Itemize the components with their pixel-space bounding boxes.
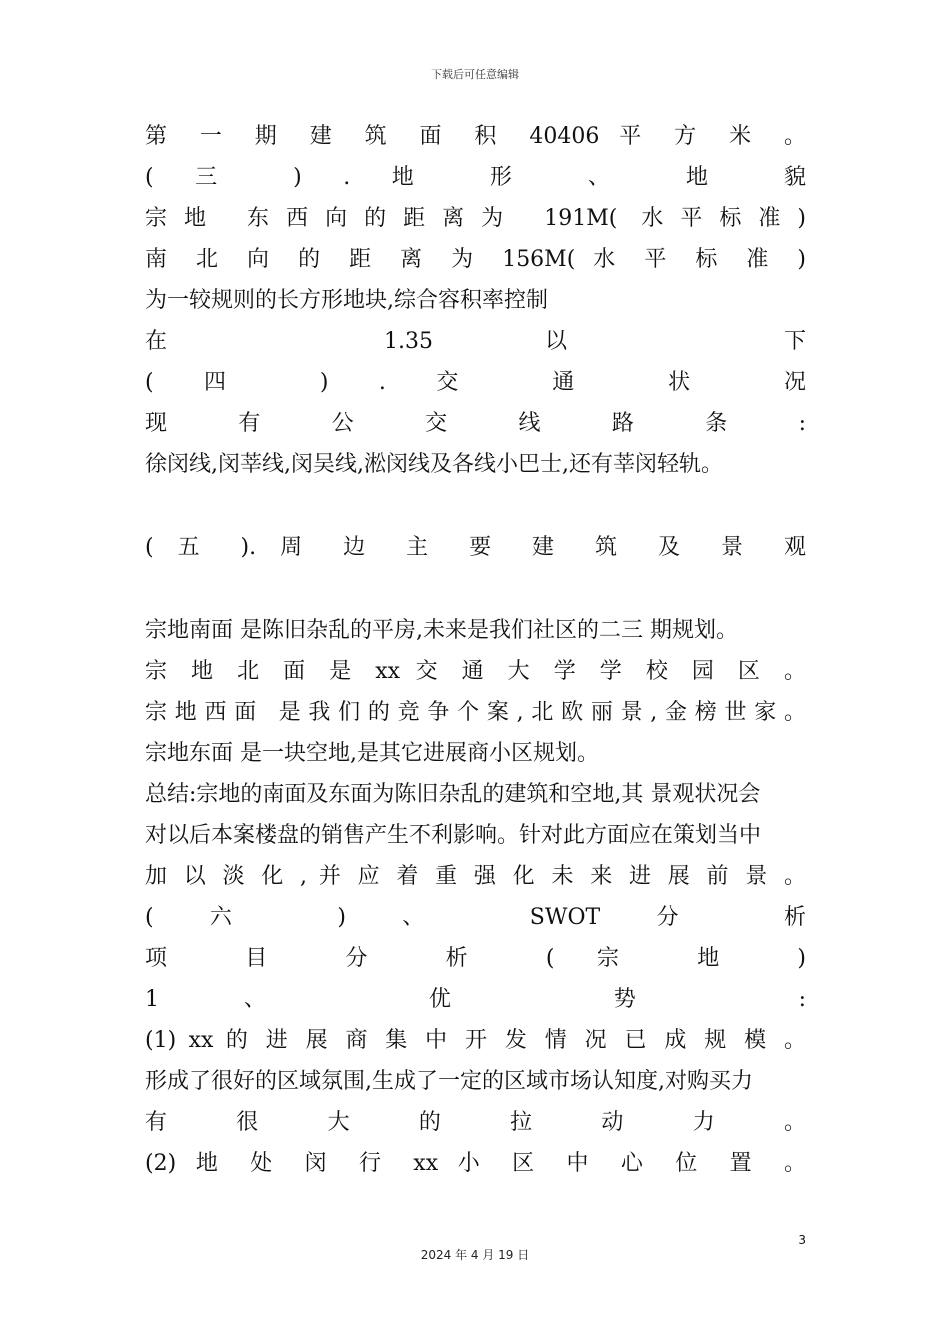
text-line: (1) xx 的 进 展 商 集 中 开 发 情 况 已 成 规 模 。 [145, 1028, 806, 1053]
section-heading: ( 五 ). 周 边 主 要 建 筑 及 景 观 [145, 535, 806, 560]
text-line: (2) 地 处 闵 行 xx 小 区 中 心 位 置 。 [145, 1151, 806, 1176]
text-line: ( 三 ) . 地 形 、 地 貌 [145, 165, 806, 190]
page-number: 3 [798, 1233, 806, 1247]
text-line: 在 1.35 以 下 [145, 329, 806, 354]
text-line: ( 四 ) . 交 通 状 况 [145, 370, 806, 395]
text-line: 有 很 大 的 拉 动 力 。 [145, 1110, 806, 1135]
text-line: 为一较规则的长方形地块,综合容积率控制 [145, 288, 548, 313]
text-line: 1 、 优 势 : [145, 987, 806, 1012]
document-body [145, 116, 806, 1184]
page-header: 下载后可任意编辑 [431, 68, 519, 81]
text-line: 宗地南面 是陈旧杂乱的平房,未来是我们社区的二三 期规划。 [145, 618, 738, 643]
text-line: 宗 地 北 面 是 xx 交 通 大 学 学 校 园 区 。 [145, 659, 806, 684]
text-line: 形成了很好的区域氛围,生成了一定的区域市场认知度,对购买力 [145, 1069, 753, 1094]
text-line: 加 以 淡 化 , 并 应 着 重 强 化 未 来 进 展 前 景 。 [145, 864, 806, 889]
page-footer-date: 2024 年 4 月 19 日 [420, 1248, 530, 1262]
text-line: 现 有 公 交 线 路 条 : [145, 411, 806, 436]
text-line: 对以后本案楼盘的销售产生不利影响。针对此方面应在策划当中 [145, 823, 762, 848]
text-line: 宗地西面 是我们的竞争个案,北欧丽景,金榜世家。 [145, 700, 806, 725]
text-line: 第 一 期 建 筑 面 积 40406 平 方 米 。 [145, 124, 806, 149]
text-line: 项 目 分 析 ( 宗 地 ) [145, 946, 806, 971]
text-line: 宗地东面 是一块空地,是其它进展商小区规划。 [145, 741, 599, 766]
text-line: 徐闵线,闵莘线,闵吴线,淞闵线及各线小巴士,还有莘闵轻轨。 [145, 452, 723, 477]
text-line: 总结:宗地的南面及东面为陈旧杂乱的建筑和空地,其 景观状况会 [145, 782, 761, 807]
section-heading: ( 六 ) 、 SWOT 分 析 [145, 905, 806, 930]
text-line: 南 北 向 的 距 离 为 156M( 水 平 标 准 ) [145, 247, 806, 272]
text-line: 宗地 东西向的距离为 191M( 水平标准) [145, 206, 806, 231]
